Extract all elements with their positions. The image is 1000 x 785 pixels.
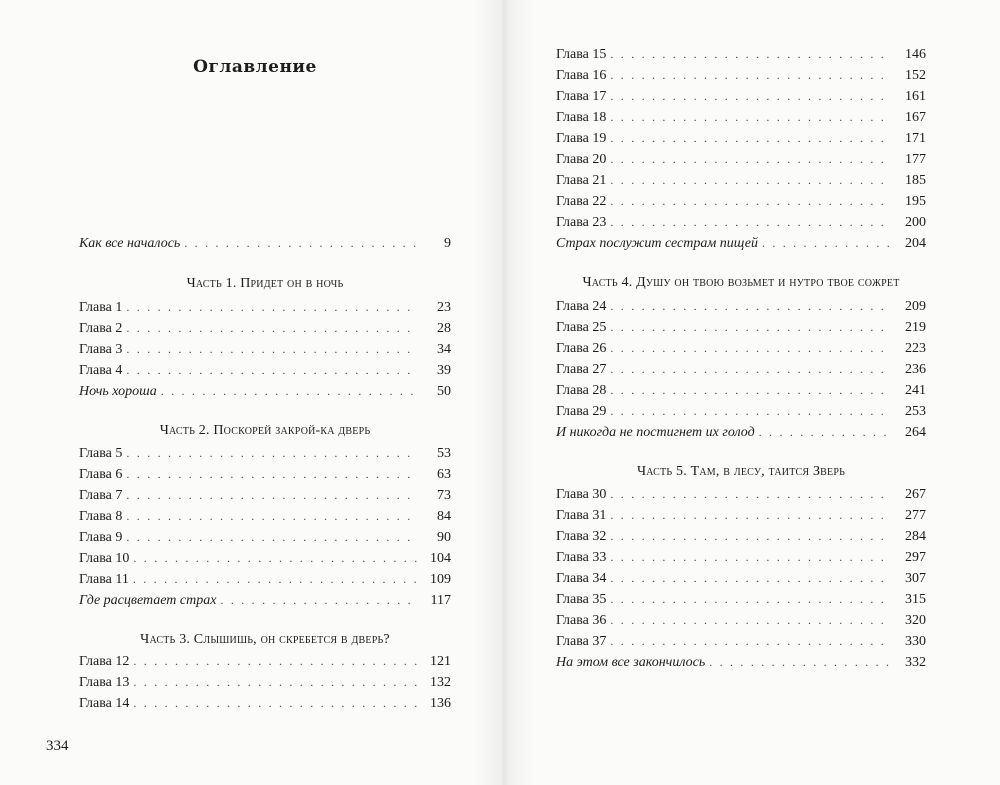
toc-entry-label: Глава 1 [79,300,123,315]
toc-entry-label: Глава 7 [79,488,123,503]
toc-entry-label: Глава 26 [556,341,607,356]
toc-entry-page: 121 [430,654,451,669]
toc-entry-intro [79,236,451,256]
toc-entry-label: Глава 33 [556,550,607,565]
leader-dots [610,613,892,628]
leader-dots [133,572,417,587]
toc-entry [556,550,926,570]
toc-entry-label: Ночь хороша [79,384,157,399]
part-heading: Часть 4. Душу он твою возьмет и нутро твое сожрет [582,275,900,290]
toc-entry-label: Глава 12 [79,654,130,669]
toc-entry-page: 200 [905,215,926,230]
toc-entry [556,47,926,67]
toc-entry-page: 185 [905,173,926,188]
toc-entry-label: Глава 23 [556,215,607,230]
toc-entry-page: 195 [905,194,926,209]
leader-dots [610,508,892,523]
leader-dots [133,675,417,690]
leader-dots [126,509,417,524]
toc-entry-page: 209 [905,299,926,314]
toc-entry-page: 53 [437,446,451,461]
toc-entry-label: Глава 3 [79,342,123,357]
leader-dots [184,236,417,251]
toc-entry-page: 167 [905,110,926,125]
toc-entry [556,341,926,361]
leader-dots [126,530,417,545]
leader-dots [610,299,892,314]
leader-dots [126,363,417,378]
toc-entry-page: 132 [430,675,451,690]
toc-entry [556,425,926,445]
toc-entry-page: 320 [905,613,926,628]
toc-entry [556,634,926,654]
toc-entry-page: 277 [905,508,926,523]
part-heading: Часть 3. Слышишь, он скребется в дверь? [140,632,390,647]
toc-entry [556,383,926,403]
toc-entry-label: Глава 2 [79,321,123,336]
toc-entry [556,68,926,88]
toc-entry-label: Глава 36 [556,613,607,628]
leader-dots [610,383,892,398]
toc-entry-label: Глава 29 [556,404,607,419]
toc-entry [79,593,451,613]
toc-entry [556,529,926,549]
toc-entry-label: Глава 20 [556,152,607,167]
leader-dots [709,655,892,670]
leader-dots [610,404,892,419]
toc-entry-label: Как все началось [79,236,181,251]
toc-entry-page: 223 [905,341,926,356]
toc-entry-page: 104 [430,551,451,566]
toc-entry [556,613,926,633]
toc-entry [556,173,926,193]
leader-dots [610,152,892,167]
toc-entry [556,487,926,507]
toc-entry-page: 204 [905,236,926,251]
toc-entry-label: Глава 19 [556,131,607,146]
toc-entry [556,362,926,382]
leader-dots [762,236,892,251]
toc-entry-page: 136 [430,696,451,711]
page-title: Оглавление [193,57,317,78]
leader-dots [126,321,417,336]
toc-entry-page: 315 [905,592,926,607]
toc-entry [79,654,451,674]
part-heading: Часть 1. Придет он в ночь [186,276,344,291]
leader-dots [610,173,892,188]
toc-entry [79,551,451,571]
toc-entry-label: Глава 15 [556,47,607,62]
leader-dots [610,634,892,649]
toc-entry [556,110,926,130]
toc-entry-page: 73 [437,488,451,503]
leader-dots [126,467,417,482]
toc-entry-label: Глава 9 [79,530,123,545]
leader-dots [133,696,417,711]
toc-entry-label: Глава 25 [556,320,607,335]
toc-entry-label: Глава 27 [556,362,607,377]
toc-entry [79,342,451,362]
toc-entry-page: 284 [905,529,926,544]
toc-entry-label: Глава 11 [79,572,129,587]
toc-entry [79,572,451,592]
leader-dots [610,89,892,104]
toc-entry-page: 63 [437,467,451,482]
leader-dots [759,425,892,440]
toc-entry-label: Глава 5 [79,446,123,461]
toc-entry [556,571,926,591]
toc-entry-label: Глава 14 [79,696,130,711]
toc-entry-page: 267 [905,487,926,502]
part-heading: Часть 2. Поскорей закрой-ка дверь [159,423,371,438]
leader-dots [126,446,417,461]
toc-entry-label: Страх послужит сестрам пищей [556,236,758,251]
toc-entry-page: 39 [437,363,451,378]
page-number: 334 [46,738,69,754]
toc-entry [556,215,926,235]
leader-dots [610,487,892,502]
toc-entry-label: Глава 28 [556,383,607,398]
toc-entry [79,446,451,466]
toc-entry-label: Глава 24 [556,299,607,314]
toc-entry [556,592,926,612]
leader-dots [610,194,892,209]
toc-entry [79,675,451,695]
toc-entry-label: Глава 4 [79,363,123,378]
toc-entry-page: 28 [437,321,451,336]
toc-entry-page: 171 [905,131,926,146]
leader-dots [126,488,417,503]
toc-entry-page: 23 [437,300,451,315]
toc-entry-label: Глава 37 [556,634,607,649]
toc-entry-page: 236 [905,362,926,377]
toc-entry [79,488,451,508]
leader-dots [610,320,892,335]
toc-entry [79,530,451,550]
toc-entry-page: 297 [905,550,926,565]
toc-entry-page: 152 [905,68,926,83]
toc-entry [556,194,926,214]
toc-entry-label: Глава 18 [556,110,607,125]
toc-entry-page: 264 [905,425,926,440]
toc-entry-label: Глава 34 [556,571,607,586]
leader-dots [126,300,417,315]
toc-entry-label: Глава 13 [79,675,130,690]
toc-entry-label: И никогда не постигнет их голод [556,425,755,440]
toc-entry [556,655,926,675]
toc-entry [79,363,451,383]
leader-dots [610,550,892,565]
toc-entry [556,299,926,319]
toc-entry-label: Глава 30 [556,487,607,502]
toc-entry [79,467,451,487]
toc-entry-label: Глава 17 [556,89,607,104]
toc-entry-label: Глава 8 [79,509,123,524]
toc-entry-label: Глава 35 [556,592,607,607]
toc-entry-page: 219 [905,320,926,335]
toc-entry [556,320,926,340]
toc-entry-label: Где расцветает страх [79,593,217,608]
toc-entry [79,696,451,716]
leader-dots [126,342,417,357]
toc-entry [556,89,926,109]
leader-dots [610,341,892,356]
toc-entry [79,300,451,320]
leader-dots [220,593,417,608]
toc-entry-page: 50 [437,384,451,399]
toc-entry-label: Глава 32 [556,529,607,544]
toc-entry [556,236,926,256]
toc-entry-page: 9 [444,236,451,251]
part-heading: Часть 5. Там, в лесу, таится Зверь [636,464,846,479]
toc-entry [79,384,451,404]
toc-entry-page: 146 [905,47,926,62]
toc-entry-label: Глава 21 [556,173,607,188]
toc-entry [556,404,926,424]
toc-entry-label: Глава 6 [79,467,123,482]
toc-entry-page: 253 [905,404,926,419]
leader-dots [610,215,892,230]
leader-dots [610,529,892,544]
toc-entry [556,508,926,528]
toc-entry-page: 34 [437,342,451,357]
leader-dots [610,592,892,607]
leader-dots [610,131,892,146]
leader-dots [610,47,892,62]
toc-entry-page: 177 [905,152,926,167]
toc-entry-page: 241 [905,383,926,398]
leader-dots [610,362,892,377]
toc-entry-page: 90 [437,530,451,545]
leader-dots [161,384,417,399]
leader-dots [610,110,892,125]
leader-dots [610,571,892,586]
toc-entry [79,509,451,529]
toc-entry [556,152,926,172]
toc-entry-page: 332 [905,655,926,670]
toc-entry-label: Глава 22 [556,194,607,209]
toc-entry [79,321,451,341]
toc-entry-label: На этом все закончилось [556,655,706,670]
leader-dots [133,654,417,669]
toc-entry-page: 330 [905,634,926,649]
toc-entry-page: 109 [430,572,451,587]
toc-entry [556,131,926,151]
leader-dots [133,551,417,566]
toc-entry-page: 84 [437,509,451,524]
leader-dots [610,68,892,83]
toc-entry-label: Глава 31 [556,508,607,523]
toc-entry-page: 117 [430,593,451,608]
toc-entry-label: Глава 10 [79,551,130,566]
toc-entry-label: Глава 16 [556,68,607,83]
toc-entry-page: 307 [905,571,926,586]
toc-entry-page: 161 [905,89,926,104]
